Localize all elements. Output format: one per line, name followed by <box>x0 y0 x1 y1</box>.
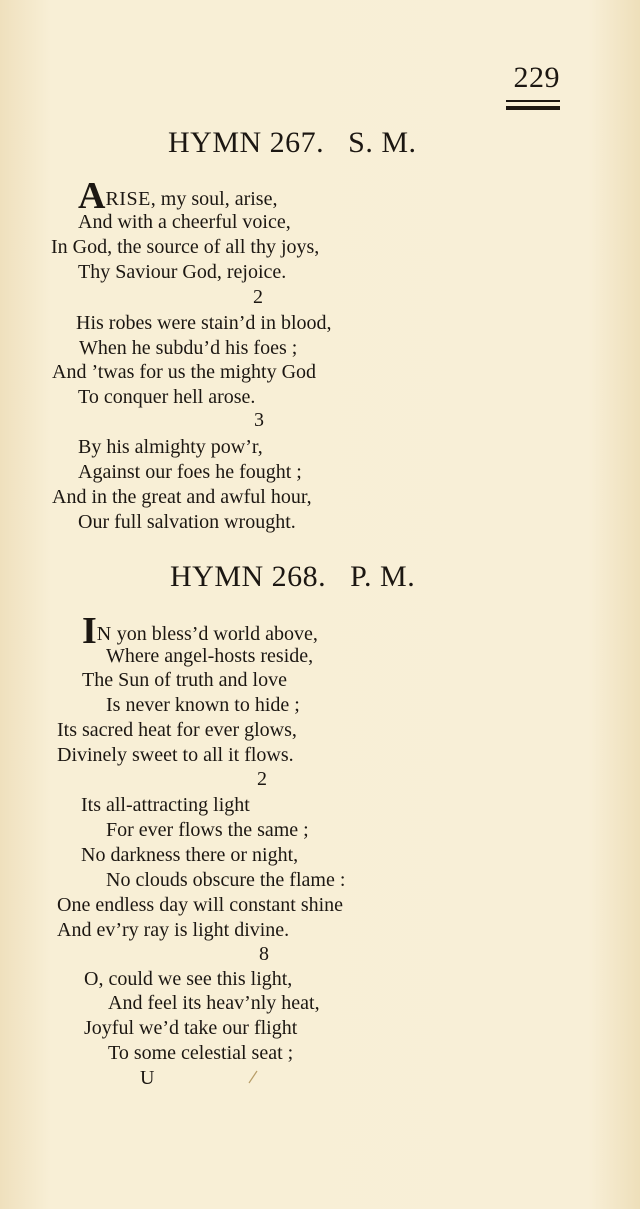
hymn-268-verse-1-line-3: The Sun of truth and love <box>82 669 287 691</box>
signature-mark: U <box>140 1067 155 1089</box>
hymn-267-verse-2-line-3: And ’twas for us the mighty God <box>52 361 317 383</box>
hymn-267-verse-3-line-2: Against our foes he fought ; <box>78 461 302 483</box>
hymn-267-verse-3-line-4: Our full salvation wrought. <box>78 511 296 533</box>
hymn-268-verse-1-line-1 <box>82 610 318 652</box>
hymn-267-verse-3-line-1: By his almighty pow’r, <box>78 436 263 458</box>
hymn-268-verse-2-line-2: For ever flows the same ; <box>106 819 309 841</box>
hymn-268-verse-3-line-1: O, could we see this light, <box>84 968 293 990</box>
hymn-268-verse-2-line-5: One endless day will constant shine <box>57 894 344 916</box>
hymn-268-drop-cap: I <box>82 610 97 652</box>
hymn-267-drop-cap: A <box>78 175 106 217</box>
page-number-rule <box>506 100 560 102</box>
hymn-267-verse-1-line-2: And with a cheerful voice, <box>78 211 291 233</box>
hymn-267-verse-2-line-2: When he subdu’d his foes ; <box>79 337 298 359</box>
printer-tick-mark <box>248 1070 258 1084</box>
hymn-268-verse-1-line-4: Is never known to hide ; <box>106 694 300 716</box>
hymn-267-first-word-rest: RISE <box>105 188 151 210</box>
hymn-267-verse-2-line-4: To conquer hell arose. <box>78 386 256 408</box>
hymn-267-verse-2-number: 2 <box>253 286 263 308</box>
page-number-heavy-rule <box>506 106 560 110</box>
hymn-268-verse-3-line-2: And feel its heav’nly heat, <box>108 992 320 1014</box>
hymn-268-verse-3-line-4: To some celestial seat ; <box>108 1042 294 1064</box>
hymn-268-verse-2-line-6: And ev’ry ray is light divine. <box>57 919 290 941</box>
hymn-267-verse-3-line-3: And in the great and awful hour, <box>52 486 312 508</box>
hymn-267-verse-3-number: 3 <box>254 409 264 431</box>
hymn-267-verse-1-line-4: Thy Saviour God, rejoice. <box>78 261 287 283</box>
hymn-268-verse-1-line-5: Its sacred heat for ever glows, <box>57 719 297 741</box>
hymn-268-verse-2-line-3: No darkness there or night, <box>81 844 299 866</box>
hymn-268-heading: HYMN 268. P. M. <box>170 560 416 593</box>
hymn-268-verse-2-number: 2 <box>257 768 267 790</box>
hymn-267-verse-1-line-3: In God, the source of all thy joys, <box>51 236 320 258</box>
hymn-267-verse-1-line-1-text: , my soul, arise, <box>150 188 278 210</box>
hymn-268-verse-1-line-6: Divinely sweet to all it flows. <box>57 744 294 766</box>
hymn-268-verse-2-line-1: Its all-attracting light <box>81 794 250 816</box>
page-number: 229 <box>513 61 560 94</box>
hymn-268-first-word-rest: N <box>96 623 112 645</box>
hymn-268-verse-1-line-1-text: yon bless’d world above, <box>111 623 318 645</box>
hymn-267-verse-2-line-1: His robes were stain’d in blood, <box>76 312 332 334</box>
hymn-268-verse-3-line-3: Joyful we’d take our flight <box>84 1017 298 1039</box>
hymn-267-verse-1-line-1 <box>78 175 278 217</box>
hymn-268-verse-1-line-2: Where angel-hosts reside, <box>106 645 314 667</box>
hymn-267-heading: HYMN 267. S. M. <box>168 126 417 159</box>
hymn-268-verse-2-line-4: No clouds obscure the flame : <box>106 869 346 891</box>
hymn-268-verse-3-number: 8 <box>259 943 269 965</box>
